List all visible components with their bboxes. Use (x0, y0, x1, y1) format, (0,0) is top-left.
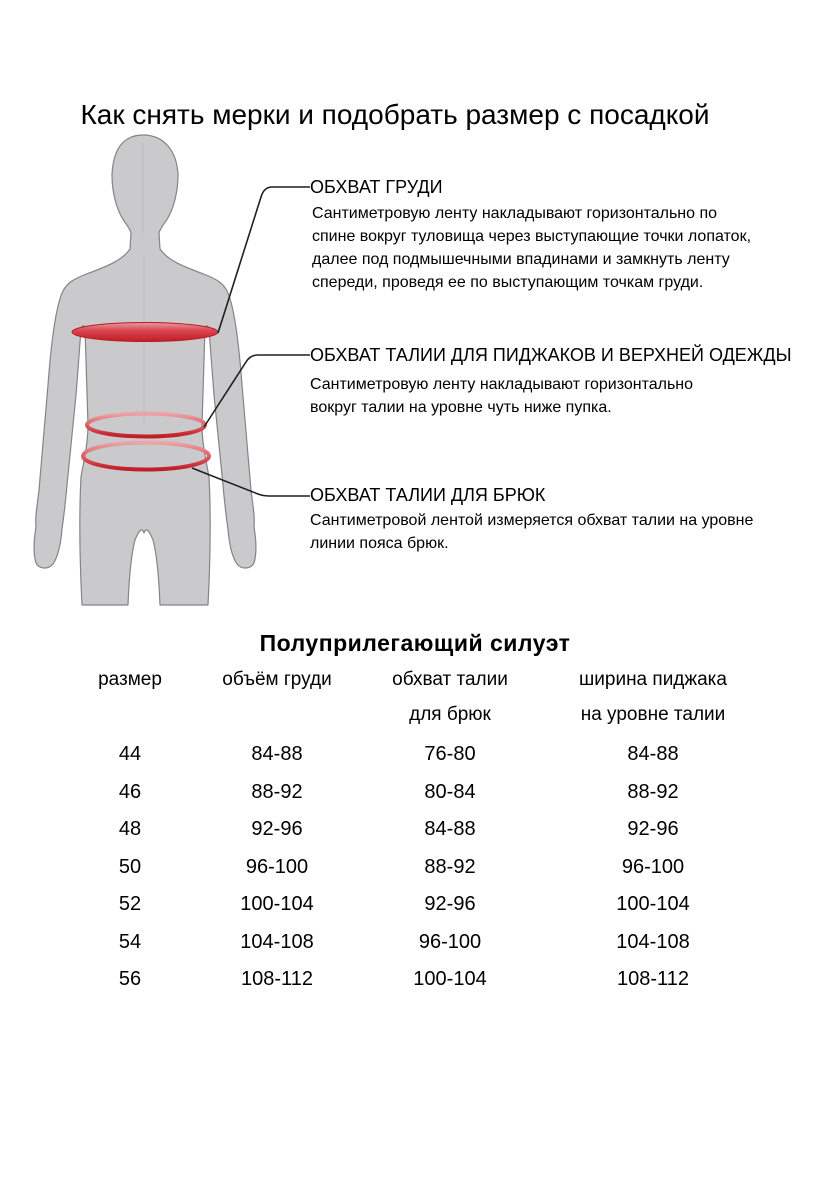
cell-chest: 88-92 (251, 780, 303, 803)
cell-chest: 100-104 (240, 893, 314, 916)
table-row (60, 924, 760, 962)
cell-jacket-width: 108-112 (617, 968, 689, 991)
table-row (60, 774, 760, 812)
column-header-chest: объём груди (222, 668, 332, 690)
chest-tape-ellipse (72, 323, 218, 342)
table-body (60, 736, 760, 999)
cell-chest: 108-112 (241, 968, 313, 991)
description-line: спине вокруг туловища через выступающие точки лопаток, (312, 228, 752, 245)
cell-chest: 96-100 (245, 855, 309, 878)
section-heading-trouser-waist: ОБХВАТ ТАЛИИ ДЛЯ БРЮК (310, 485, 546, 505)
cell-jacket-width: 92-96 (627, 818, 679, 841)
cell-jacket-width: 96-100 (621, 855, 685, 878)
cell-trouser-waist: 80-84 (424, 780, 476, 803)
column-header-trouser-waist-line2: для брюк (409, 703, 491, 725)
cell-size: 52 (118, 893, 142, 916)
cell-size: 46 (118, 780, 142, 803)
page-title: Как снять мерки и подобрать размер с посадкой (80, 98, 710, 130)
cell-size: 54 (118, 930, 142, 953)
description-line: вокруг талии на уровне чуть ниже пупка. (310, 399, 612, 416)
cell-trouser-waist: 84-88 (424, 818, 476, 841)
table-row (60, 736, 760, 774)
cell-jacket-width: 88-92 (627, 780, 679, 803)
table-header-row-1 (60, 662, 760, 697)
cell-jacket-width: 84-88 (627, 743, 679, 766)
column-header-trouser-waist: обхват талии (392, 668, 508, 690)
cell-size: 56 (118, 968, 142, 991)
column-header-jacket-width-line2: на уровне талии (580, 703, 726, 725)
table-row (60, 849, 760, 887)
cell-chest: 92-96 (251, 818, 303, 841)
cell-trouser-waist: 100-104 (413, 968, 487, 991)
cell-size: 44 (118, 743, 142, 766)
section-description-jacket-waist (310, 373, 693, 419)
section-description-trouser-waist (310, 509, 753, 555)
cell-trouser-waist: 96-100 (418, 930, 482, 953)
cell-jacket-width: 104-108 (616, 930, 690, 953)
column-header-jacket-width: ширина пиджака (579, 668, 727, 690)
cell-chest: 84-88 (251, 743, 303, 766)
body-shape (34, 135, 256, 605)
description-line: Сантиметровую ленту накладывают горизонтально по (312, 205, 718, 222)
description-line: Сантиметровую ленту накладывают горизонтально (310, 376, 694, 393)
column-header-size: размер (98, 668, 162, 690)
section-heading-chest: ОБХВАТ ГРУДИ (310, 177, 443, 197)
cell-trouser-waist: 76-80 (424, 743, 476, 766)
cell-jacket-width: 100-104 (616, 893, 690, 916)
cell-trouser-waist: 88-92 (424, 855, 476, 878)
table-header-row-2 (60, 697, 760, 732)
description-line: спереди, проведя ее по выступающим точкам груди. (312, 274, 704, 291)
cell-chest: 104-108 (240, 930, 314, 953)
table-title: Полуприлегающий силуэт (259, 630, 571, 657)
size-table (60, 662, 760, 999)
description-line: линии пояса брюк. (310, 535, 449, 552)
description-line: далее под подмышечными впадинами и замкнуть ленту (312, 251, 730, 268)
table-row (60, 961, 760, 999)
cell-trouser-waist: 92-96 (424, 893, 476, 916)
table-row (60, 886, 760, 924)
male-silhouette-figure (20, 125, 310, 610)
table-row (60, 811, 760, 849)
cell-size: 50 (118, 855, 142, 878)
section-heading-jacket-waist: ОБХВАТ ТАЛИИ ДЛЯ ПИДЖАКОВ И ВЕРХНЕЙ ОДЕЖДЫ (310, 345, 792, 365)
description-line: Сантиметровой лентой измеряется обхват талии на уровне (310, 512, 754, 529)
section-description-chest (312, 202, 751, 294)
cell-size: 48 (118, 818, 142, 841)
